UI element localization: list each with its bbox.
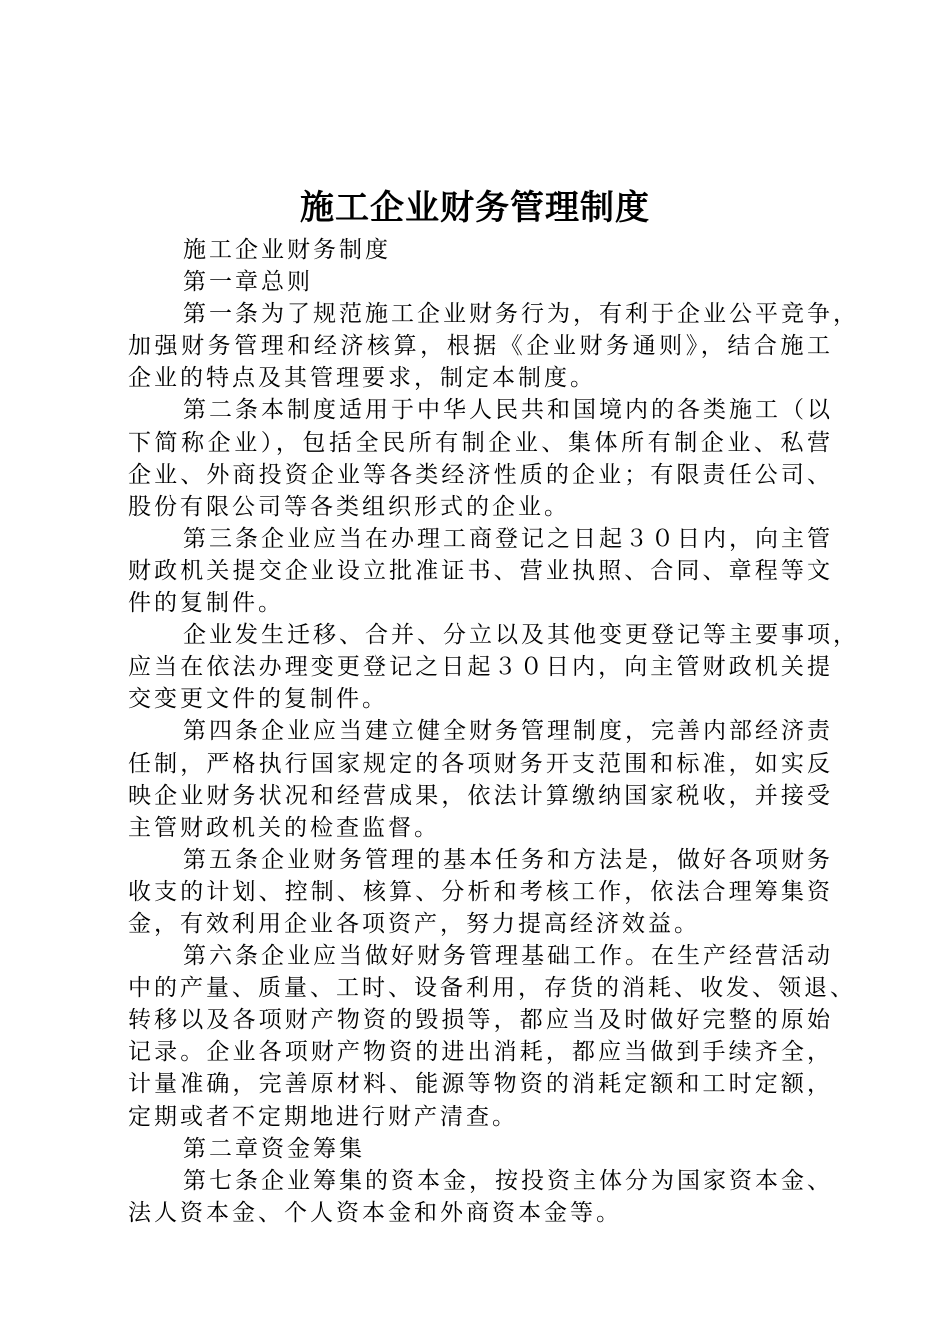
- document-body: [128, 234, 859, 1229]
- paragraph: [128, 1165, 833, 1229]
- paragraph-line: 企业、外商投资企业等各类经济性质的企业；有限责任公司、: [128, 461, 833, 488]
- paragraph-line: 第二章资金筹集: [183, 1135, 365, 1162]
- paragraph: [128, 619, 859, 715]
- paragraph-line: 下简称企业），包括全民所有制企业、集体所有制企业、私营: [128, 429, 833, 456]
- paragraph-line: 股份有限公司等各类组织形式的企业。: [128, 493, 570, 520]
- paragraph-line: 任制，严格执行国家规定的各项财务开支范围和标准，如实反: [128, 750, 833, 777]
- paragraph-line: 件的复制件。: [128, 590, 284, 617]
- paragraph-line: 主管财政机关的检查监督。: [128, 814, 440, 841]
- paragraph-line: 计量准确，完善原材料、能源等物资的消耗定额和工时定额，: [128, 1071, 833, 1098]
- paragraph-line: 法人资本金、个人资本金和外商资本金等。: [128, 1199, 622, 1226]
- paragraph-line: 财政机关提交企业设立批准证书、营业执照、合同、章程等文: [128, 557, 833, 584]
- paragraph-line: 第一章总则: [183, 269, 313, 296]
- paragraph: [128, 266, 833, 298]
- paragraph-line: 企业发生迁移、合并、分立以及其他变更登记等主要事项，: [183, 622, 859, 649]
- paragraph-line: 第二条本制度适用于中华人民共和国境内的各类施工（以: [183, 397, 833, 424]
- paragraph-line: 第六条企业应当做好财务管理基础工作。在生产经营活动: [183, 943, 833, 970]
- paragraph: [128, 523, 833, 619]
- paragraph-line: 定期或者不定期地进行财产清查。: [128, 1103, 518, 1130]
- paragraph-line: 第三条企业应当在办理工商登记之日起３０日内，向主管: [183, 525, 833, 552]
- paragraph: [128, 844, 833, 940]
- paragraph: [128, 1133, 833, 1165]
- paragraph-line: 映企业财务状况和经营成果，依法计算缴纳国家税收，并接受: [128, 782, 833, 809]
- paragraph: [128, 940, 856, 1133]
- paragraph-line: 加强财务管理和经济核算，根据《企业财务通则》，结合施工: [128, 333, 833, 360]
- document-title: 施工企业财务管理制度: [300, 188, 650, 228]
- paragraph-line: 第一条为了规范施工企业财务行为，有利于企业公平竞争，: [183, 301, 859, 328]
- paragraph-line: 第四条企业应当建立健全财务管理制度，完善内部经济责: [183, 718, 833, 745]
- paragraph-line: 第七条企业筹集的资本金，按投资主体分为国家资本金、: [183, 1167, 833, 1194]
- paragraph-line: 金，有效利用企业各项资产，努力提高经济效益。: [128, 910, 700, 937]
- paragraph-line: 转移以及各项财产物资的毁损等，都应当及时做好完整的原始: [128, 1007, 833, 1034]
- paragraph: [128, 394, 833, 522]
- paragraph-line: 企业的特点及其管理要求，制定本制度。: [128, 365, 596, 392]
- paragraph-line: 第五条企业财务管理的基本任务和方法是，做好各项财务: [183, 846, 833, 873]
- paragraph-line: 应当在依法办理变更登记之日起３０日内，向主管财政机关提: [128, 654, 833, 681]
- paragraph-line: 收支的计划、控制、核算、分析和考核工作，依法合理筹集资: [128, 878, 833, 905]
- paragraph-line: 施工企业财务制度: [183, 237, 391, 263]
- paragraph-line: 中的产量、质量、工时、设备利用，存货的消耗、收发、领退、: [128, 975, 856, 1002]
- paragraph: [128, 234, 833, 266]
- paragraph-line: 交变更文件的复制件。: [128, 686, 388, 713]
- paragraph: [128, 715, 833, 843]
- paragraph-line: 记录。企业各项财产物资的进出消耗，都应当做到手续齐全，: [128, 1039, 833, 1066]
- paragraph: [128, 298, 859, 394]
